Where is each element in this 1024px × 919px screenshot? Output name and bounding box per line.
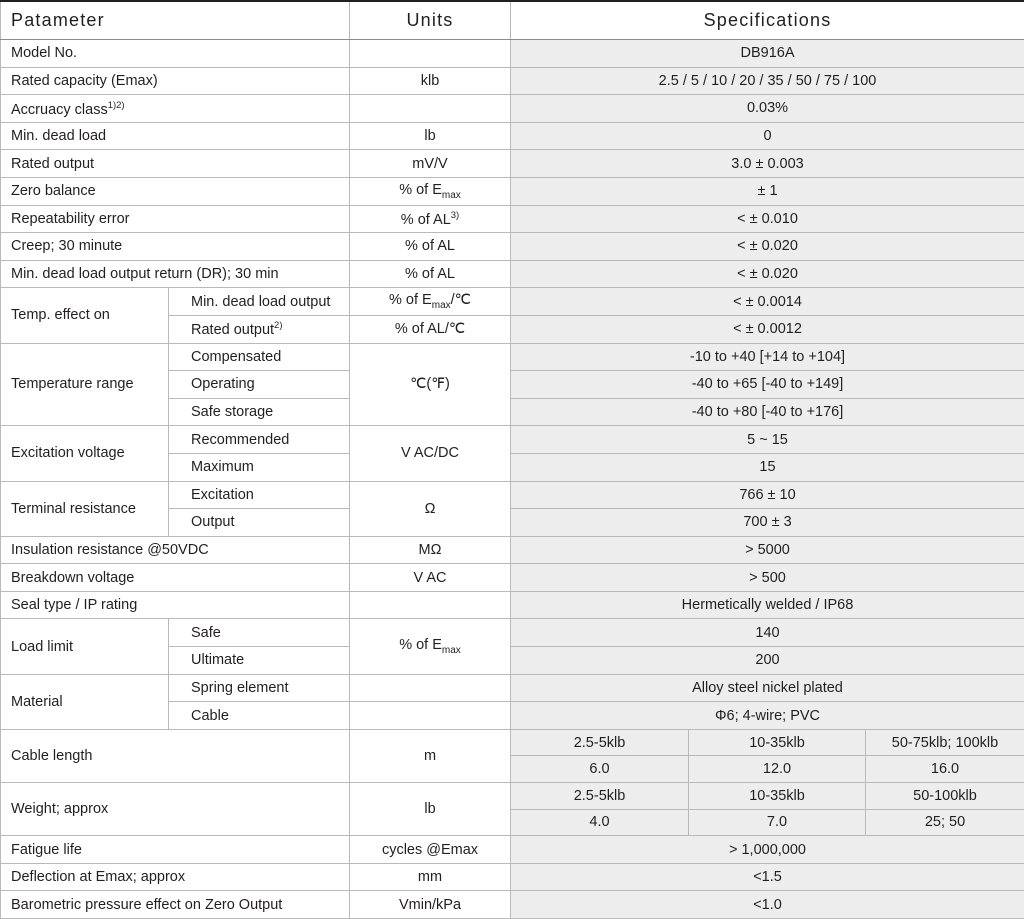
table-row	[1, 783, 1024, 810]
units-min-dead-load: lb	[350, 122, 511, 150]
spec-material-spring-element: Alloy steel nickel plated	[511, 674, 1024, 702]
table-row	[1, 863, 1024, 891]
spec-weight-range-1: 2.5-5klb	[511, 783, 689, 810]
units-terminal-resistance: Ω	[350, 481, 511, 536]
param-accuracy-class	[1, 95, 350, 123]
units-load-limit: % of $E_{max}$	[350, 619, 511, 674]
units-deflection: mm	[350, 863, 511, 891]
spec-breakdown-voltage: > 500	[511, 564, 1024, 592]
table-row	[1, 891, 1024, 919]
table-row	[1, 288, 1024, 316]
spec-accuracy-class: 0.03%	[511, 95, 1024, 123]
param-label: Rated output	[191, 322, 274, 338]
spec-barometric-pressure-effect: <1.0	[511, 891, 1024, 919]
spec-cable-length-range-3: 50-75klb; 100klb	[866, 729, 1024, 756]
param-dead-load-output-return: Min. dead load output return (DR); 30 min	[1, 260, 350, 288]
spec-temperature-range-operating: -40 to +65 [-40 to +149]	[511, 371, 1024, 399]
table-header-row	[1, 1, 1024, 40]
param-weight: Weight; approx	[1, 783, 350, 836]
spec-excitation-voltage-recommended: 5 ~ 15	[511, 426, 1024, 454]
table-row	[1, 591, 1024, 619]
param-temperature-range-compensated: Compensated	[169, 343, 350, 371]
header-parameter: Patameter	[1, 1, 350, 40]
spec-rated-output: 3.0 ± 0.003	[511, 150, 1024, 178]
units-rated-output: mV/V	[350, 150, 511, 178]
param-repeatability-error: Repeatability error	[1, 205, 350, 233]
table-row	[1, 536, 1024, 564]
footnote-marker: 1)2)	[108, 100, 125, 111]
spec-load-limit-safe: 140	[511, 619, 1024, 647]
table-row	[1, 150, 1024, 178]
units-accuracy-class	[350, 95, 511, 123]
units-zero-balance: % of $E_{max}$	[350, 177, 511, 205]
spec-weight-value-3: 25; 50	[866, 809, 1024, 836]
spec-repeatability-error: < ± 0.010	[511, 205, 1024, 233]
units-temperature-range: ℃(℉)	[350, 343, 511, 426]
spec-weight-value-2: 7.0	[689, 809, 866, 836]
spec-cable-length-value-3: 16.0	[866, 756, 1024, 783]
table-row	[1, 122, 1024, 150]
spec-deflection: <1.5	[511, 863, 1024, 891]
units-rated-capacity: klb	[350, 67, 511, 95]
spec-weight-range-2: 10-35klb	[689, 783, 866, 810]
spec-min-dead-load: 0	[511, 122, 1024, 150]
param-excitation-voltage-recommended: Recommended	[169, 426, 350, 454]
units-breakdown-voltage: V AC	[350, 564, 511, 592]
units-barometric-pressure-effect: Vmin/kPa	[350, 891, 511, 919]
param-load-limit: Load limit	[1, 619, 169, 674]
table-row	[1, 260, 1024, 288]
table-row	[1, 343, 1024, 371]
param-seal-type: Seal type / IP rating	[1, 591, 350, 619]
param-creep: Creep; 30 minute	[1, 233, 350, 261]
param-material-cable: Cable	[169, 702, 350, 730]
table-row	[1, 177, 1024, 205]
spec-fatigue-life: > 1,000,000	[511, 836, 1024, 864]
param-load-limit-safe: Safe	[169, 619, 350, 647]
spec-excitation-voltage-maximum: 15	[511, 453, 1024, 481]
spec-load-limit-ultimate: 200	[511, 647, 1024, 675]
param-temperature-range: Temperature range	[1, 343, 169, 426]
units-seal-type	[350, 591, 511, 619]
spec-temperature-range-safe-storage: -40 to +80 [-40 to +176]	[511, 398, 1024, 426]
table-row	[1, 729, 1024, 756]
param-material-spring-element: Spring element	[169, 674, 350, 702]
param-load-limit-ultimate: Ultimate	[169, 647, 350, 675]
param-fatigue-life: Fatigue life	[1, 836, 350, 864]
spec-weight-range-3: 50-100klb	[866, 783, 1024, 810]
spec-rated-capacity: 2.5 / 5 / 10 / 20 / 35 / 50 / 75 / 100	[511, 67, 1024, 95]
emax-subscript: max	[442, 645, 461, 656]
param-temperature-range-operating: Operating	[169, 371, 350, 399]
table-row	[1, 426, 1024, 454]
spec-seal-type: Hermetically welded / IP68	[511, 591, 1024, 619]
spec-creep: < ± 0.020	[511, 233, 1024, 261]
units-temp-effect-min-dead-load-output: % of $E_{max}/℃$	[350, 288, 511, 316]
units-excitation-voltage: V AC/DC	[350, 426, 511, 481]
param-cable-length: Cable length	[1, 729, 350, 782]
spec-model-no: DB916A	[511, 40, 1024, 68]
param-breakdown-voltage: Breakdown voltage	[1, 564, 350, 592]
param-temp-effect-min-dead-load-output: Min. dead load output	[169, 288, 350, 316]
spec-temp-effect-min-dead-load-output: < ± 0.0014	[511, 288, 1024, 316]
units-insulation-resistance: MΩ	[350, 536, 511, 564]
param-excitation-voltage-maximum: Maximum	[169, 453, 350, 481]
spec-temperature-range-compensated: -10 to +40 [+14 to +104]	[511, 343, 1024, 371]
table-row	[1, 674, 1024, 702]
emax-subscript: max	[442, 190, 461, 201]
units-weight: lb	[350, 783, 511, 836]
spec-cable-length-value-2: 12.0	[689, 756, 866, 783]
param-excitation-voltage: Excitation voltage	[1, 426, 169, 481]
param-temp-effect-rated-output	[169, 315, 350, 343]
table-row	[1, 40, 1024, 68]
header-units: Units	[350, 1, 511, 40]
header-specifications: Specifications	[511, 1, 1024, 40]
spec-temp-effect-rated-output: < ± 0.0012	[511, 315, 1024, 343]
table-row	[1, 95, 1024, 123]
spec-cable-length-value-1: 6.0	[511, 756, 689, 783]
units-creep: % of AL	[350, 233, 511, 261]
footnote-marker: 2)	[274, 320, 282, 331]
units-material-spring-element	[350, 674, 511, 702]
spec-weight-value-1: 4.0	[511, 809, 689, 836]
param-accuracy-class-label: Accruacy class	[11, 101, 108, 117]
param-zero-balance: Zero balance	[1, 177, 350, 205]
spec-cable-length-range-2: 10-35klb	[689, 729, 866, 756]
table-row	[1, 564, 1024, 592]
param-temp-effect-on: Temp. effect on	[1, 288, 169, 343]
units-material-cable	[350, 702, 511, 730]
table-row	[1, 619, 1024, 647]
param-rated-capacity: Rated capacity (Emax)	[1, 67, 350, 95]
table-row	[1, 233, 1024, 261]
spec-terminal-resistance-excitation: 766 ± 10	[511, 481, 1024, 509]
spec-terminal-resistance-output: 700 ± 3	[511, 509, 1024, 537]
units-model-no	[350, 40, 511, 68]
param-temperature-range-safe-storage: Safe storage	[169, 398, 350, 426]
param-min-dead-load: Min. dead load	[1, 122, 350, 150]
table-row	[1, 481, 1024, 509]
table-row	[1, 67, 1024, 95]
table-row	[1, 836, 1024, 864]
units-repeatability-error	[350, 205, 511, 233]
units-temp-effect-rated-output: % of AL/℃	[350, 315, 511, 343]
param-insulation-resistance: Insulation resistance @50VDC	[1, 536, 350, 564]
units-dead-load-output-return: % of AL	[350, 260, 511, 288]
param-model-no: Model No.	[1, 40, 350, 68]
param-rated-output: Rated output	[1, 150, 350, 178]
spec-dead-load-output-return: < ± 0.020	[511, 260, 1024, 288]
param-material: Material	[1, 674, 169, 729]
units-cable-length: m	[350, 729, 511, 782]
footnote-marker: 3)	[451, 210, 459, 221]
spec-material-cable: Φ6; 4-wire; PVC	[511, 702, 1024, 730]
units-fatigue-life: cycles @Emax	[350, 836, 511, 864]
table-row	[1, 205, 1024, 233]
spec-zero-balance: ± 1	[511, 177, 1024, 205]
spec-insulation-resistance: > 5000	[511, 536, 1024, 564]
param-barometric-pressure-effect: Barometric pressure effect on Zero Output	[1, 891, 350, 919]
emax-subscript: max	[432, 300, 451, 311]
param-terminal-resistance-output: Output	[169, 509, 350, 537]
spec-cable-length-range-1: 2.5-5klb	[511, 729, 689, 756]
param-terminal-resistance-excitation: Excitation	[169, 481, 350, 509]
param-terminal-resistance: Terminal resistance	[1, 481, 169, 536]
units-label: % of AL	[401, 212, 451, 228]
param-deflection: Deflection at Emax; approx	[1, 863, 350, 891]
